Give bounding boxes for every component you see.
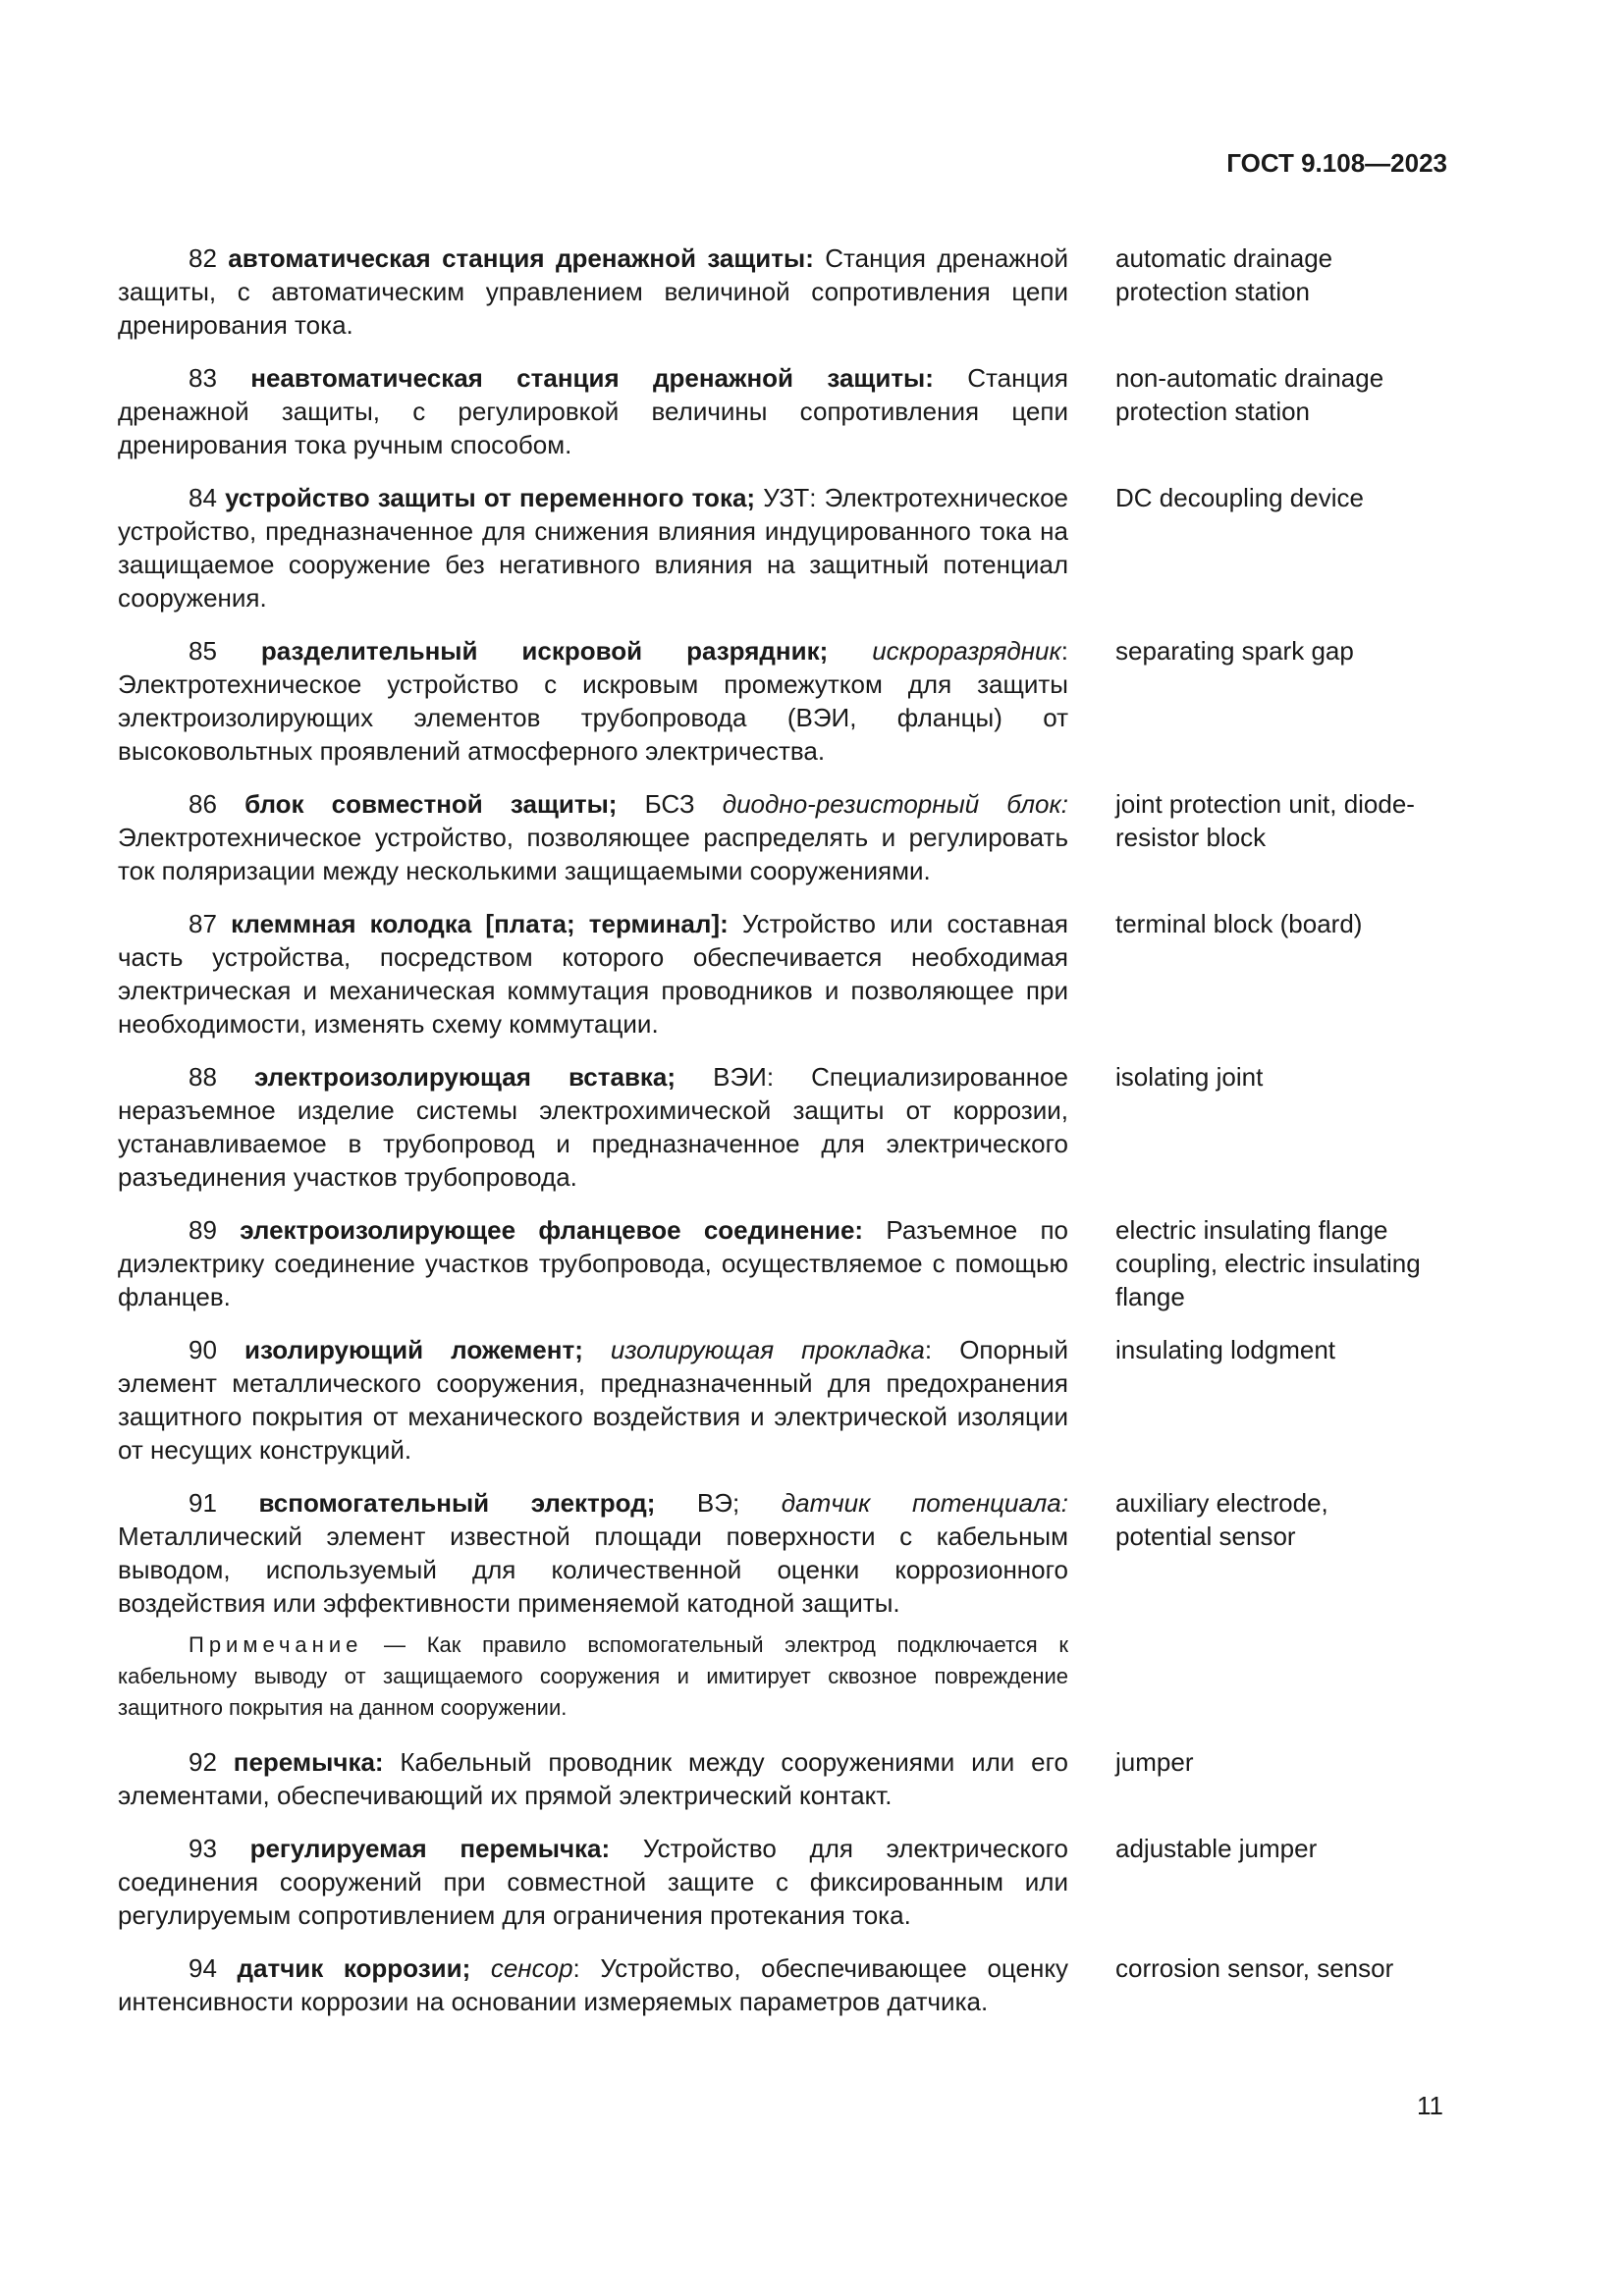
- term-synonym: датчик потенциала:: [781, 1488, 1068, 1518]
- term-abbreviation: ВЭИ:: [713, 1062, 775, 1092]
- document-header: ГОСТ 9.108—2023: [1226, 148, 1447, 178]
- term-definition-ru: [118, 907, 1068, 1041]
- term-equivalent-en: [1115, 1213, 1453, 1313]
- term-equivalent-en: [1115, 1486, 1453, 1620]
- en-line: resistor block: [1115, 823, 1267, 852]
- term-synonym: сенсор: [490, 1953, 573, 1983]
- term-name: устройство защиты от переменного тока;: [225, 483, 756, 512]
- term-definition-ru: [118, 481, 1068, 614]
- term-definition-ru: [118, 1213, 1068, 1313]
- term-entry-88: [118, 1060, 1453, 1194]
- term-entry-85: [118, 634, 1453, 768]
- term-text: Станция дренажной защиты, с регулировкой величины сопротивления цепи дренирования тока ручным способом.: [118, 363, 1068, 459]
- en-line: insulating lodgment: [1115, 1335, 1336, 1364]
- term-number: 82: [189, 243, 217, 273]
- term-entry-84: [118, 481, 1453, 614]
- en-line: protection station: [1115, 397, 1311, 426]
- term-text: : Устройство, обеспечивающее оценку интенсивности коррозии на основании измеряемых параметров датчика.: [118, 1953, 1068, 2016]
- term-text: Электротехническое устройство, предназначенное для снижения влияния индуцированного тока на защищаемое сооружение без негативного влияния на защитный потенциал сооружения.: [118, 483, 1068, 613]
- note-label: Примечание: [189, 1632, 363, 1657]
- term-equivalent-en: [1115, 1060, 1453, 1194]
- term-text: Устройство или составная часть устройства, посредством которого обеспечивается необходимая электрическая и механическая коммутация проводников и позволяющее при необходимости, изменять схему коммутации.: [118, 909, 1068, 1039]
- term-number: 86: [189, 789, 217, 819]
- term-entry-94: [118, 1951, 1453, 2018]
- term-name: блок совместной защиты;: [244, 789, 618, 819]
- term-name: разделительный искровой разрядник;: [260, 636, 829, 666]
- term-number: 87: [189, 909, 217, 938]
- en-line: coupling, electric insulating: [1115, 1249, 1421, 1278]
- term-entry-89: [118, 1213, 1453, 1313]
- en-line: jumper: [1115, 1747, 1194, 1777]
- term-equivalent-en: [1115, 241, 1453, 342]
- term-entry-83: [118, 361, 1453, 461]
- term-number: 90: [189, 1335, 217, 1364]
- en-line: potential sensor: [1115, 1522, 1296, 1551]
- term-definition-ru: [118, 787, 1068, 887]
- term-definition-ru: [118, 1486, 1068, 1620]
- term-entry-91: [118, 1486, 1453, 1620]
- en-line: adjustable jumper: [1115, 1834, 1318, 1863]
- term-entry-87: [118, 907, 1453, 1041]
- en-line: flange: [1115, 1282, 1185, 1311]
- term-entry-90: [118, 1333, 1453, 1467]
- term-synonym: искроразрядник: [872, 636, 1061, 666]
- term-name: неавтоматическая станция дренажной защиты:: [250, 363, 934, 393]
- term-text: Специализированное неразъемное изделие системы электрохимической защиты от коррозии, устанавливаемое в трубопровод и предназначенное для электрического разъединения участков трубопровода.: [118, 1062, 1068, 1192]
- term-number: 89: [189, 1215, 217, 1245]
- term-text: : Опорный элемент металлического сооружения, предназначенный для предохранения защитного покрытия от механического воздействия и электрической изоляции от несущих конструкций.: [118, 1335, 1068, 1465]
- term-number: 93: [189, 1834, 217, 1863]
- term-entry-93: [118, 1832, 1453, 1932]
- term-text: Кабельный проводник между сооружениями или его элементами, обеспечивающий их прямой электрический контакт.: [118, 1747, 1068, 1810]
- en-line: corrosion sensor, sensor: [1115, 1953, 1394, 1983]
- term-equivalent-en: [1115, 787, 1453, 887]
- note: [118, 1629, 1068, 1724]
- term-number: 94: [189, 1953, 217, 1983]
- note-text: — Как правило вспомогательный электрод подключается к кабельному выводу от защищаемого сооружения и имитирует сквозное повреждение защитного покрытия на данном сооружении.: [118, 1632, 1068, 1720]
- en-line: non-automatic drainage: [1115, 363, 1384, 393]
- term-number: 92: [189, 1747, 217, 1777]
- term-equivalent-en: [1115, 481, 1453, 614]
- term-entry-86: [118, 787, 1453, 887]
- term-text: Устройство для электрического соединения сооружений при совместной защите с фиксированным или регулируемым сопротивлением для ограничения протекания тока.: [118, 1834, 1068, 1930]
- term-synonym: диодно-резисторный блок:: [722, 789, 1068, 819]
- en-line: isolating joint: [1115, 1062, 1264, 1092]
- term-number: 84: [189, 483, 217, 512]
- term-text: Разъемное по диэлектрику соединение участков трубопровода, осуществляемое с помощью фланцев.: [118, 1215, 1068, 1311]
- en-line: electric insulating flange: [1115, 1215, 1388, 1245]
- en-line: protection station: [1115, 277, 1311, 306]
- en-line: DC decoupling device: [1115, 483, 1364, 512]
- term-synonym: изолирующая прокладка: [610, 1335, 925, 1364]
- term-name: клеммная колодка [плата; терминал]:: [231, 909, 729, 938]
- term-definition-ru: [118, 1745, 1068, 1812]
- term-equivalent-en: [1115, 1951, 1453, 2018]
- term-equivalent-en: [1115, 1832, 1453, 1932]
- term-definition-ru: [118, 1832, 1068, 1932]
- en-line: automatic drainage: [1115, 243, 1333, 273]
- en-line: separating spark gap: [1115, 636, 1354, 666]
- term-text: : Электротехническое устройство с искровым промежутком для защиты электроизолирующих элементов трубопровода (ВЭИ, фланцы) от высоковольтных проявлений атмосферного электричества.: [118, 636, 1068, 766]
- term-definition-ru: [118, 361, 1068, 461]
- term-name: электроизолирующая вставка;: [253, 1062, 677, 1092]
- term-equivalent-en: [1115, 907, 1453, 1041]
- term-name: регулируемая перемычка:: [249, 1834, 611, 1863]
- term-definition-ru: [118, 1060, 1068, 1194]
- en-line: terminal block (board): [1115, 909, 1363, 938]
- term-text: Станция дренажной защиты, с автоматическим управлением величиной сопротивления цепи дренирования тока.: [118, 243, 1068, 340]
- page-number: 11: [1417, 2091, 1443, 2120]
- term-name: автоматическая станция дренажной защиты:: [228, 243, 814, 273]
- term-entry-82: [118, 241, 1453, 342]
- term-definition-ru: [118, 1333, 1068, 1467]
- terms-list: [118, 241, 1453, 2038]
- term-equivalent-en: [1115, 634, 1453, 768]
- term-text: Металлический элемент известной площади поверхности с кабельным выводом, используемый для количественной оценки коррозионного воздействия или эффективности применяемой катодной защиты.: [118, 1522, 1068, 1618]
- term-equivalent-en: [1115, 1333, 1453, 1467]
- en-line: auxiliary electrode,: [1115, 1488, 1328, 1518]
- en-line: joint protection unit, diode-: [1115, 789, 1415, 819]
- term-abbreviation: БСЗ: [644, 789, 695, 819]
- term-definition-ru: [118, 241, 1068, 342]
- term-equivalent-en: [1115, 361, 1453, 461]
- term-name: перемычка:: [233, 1747, 384, 1777]
- term-abbreviation: ВЭ;: [696, 1488, 740, 1518]
- term-definition-ru: [118, 1951, 1068, 2018]
- term-name: электроизолирующее фланцевое соединение:: [240, 1215, 864, 1245]
- term-name: датчик коррозии;: [237, 1953, 471, 1983]
- term-abbreviation: УЗТ:: [763, 483, 817, 512]
- term-number: 88: [189, 1062, 217, 1092]
- term-number: 83: [189, 363, 217, 393]
- term-entry-92: [118, 1745, 1453, 1812]
- term-name: изолирующий ложемент;: [244, 1335, 583, 1364]
- term-number: 85: [189, 636, 217, 666]
- term-equivalent-en: [1115, 1745, 1453, 1812]
- term-number: 91: [189, 1488, 217, 1518]
- term-definition-ru: [118, 634, 1068, 768]
- term-text: Электротехническое устройство, позволяющее распределять и регулировать ток поляризации между несколькими защищаемыми сооружениями.: [118, 823, 1068, 885]
- term-name: вспомогательный электрод;: [258, 1488, 656, 1518]
